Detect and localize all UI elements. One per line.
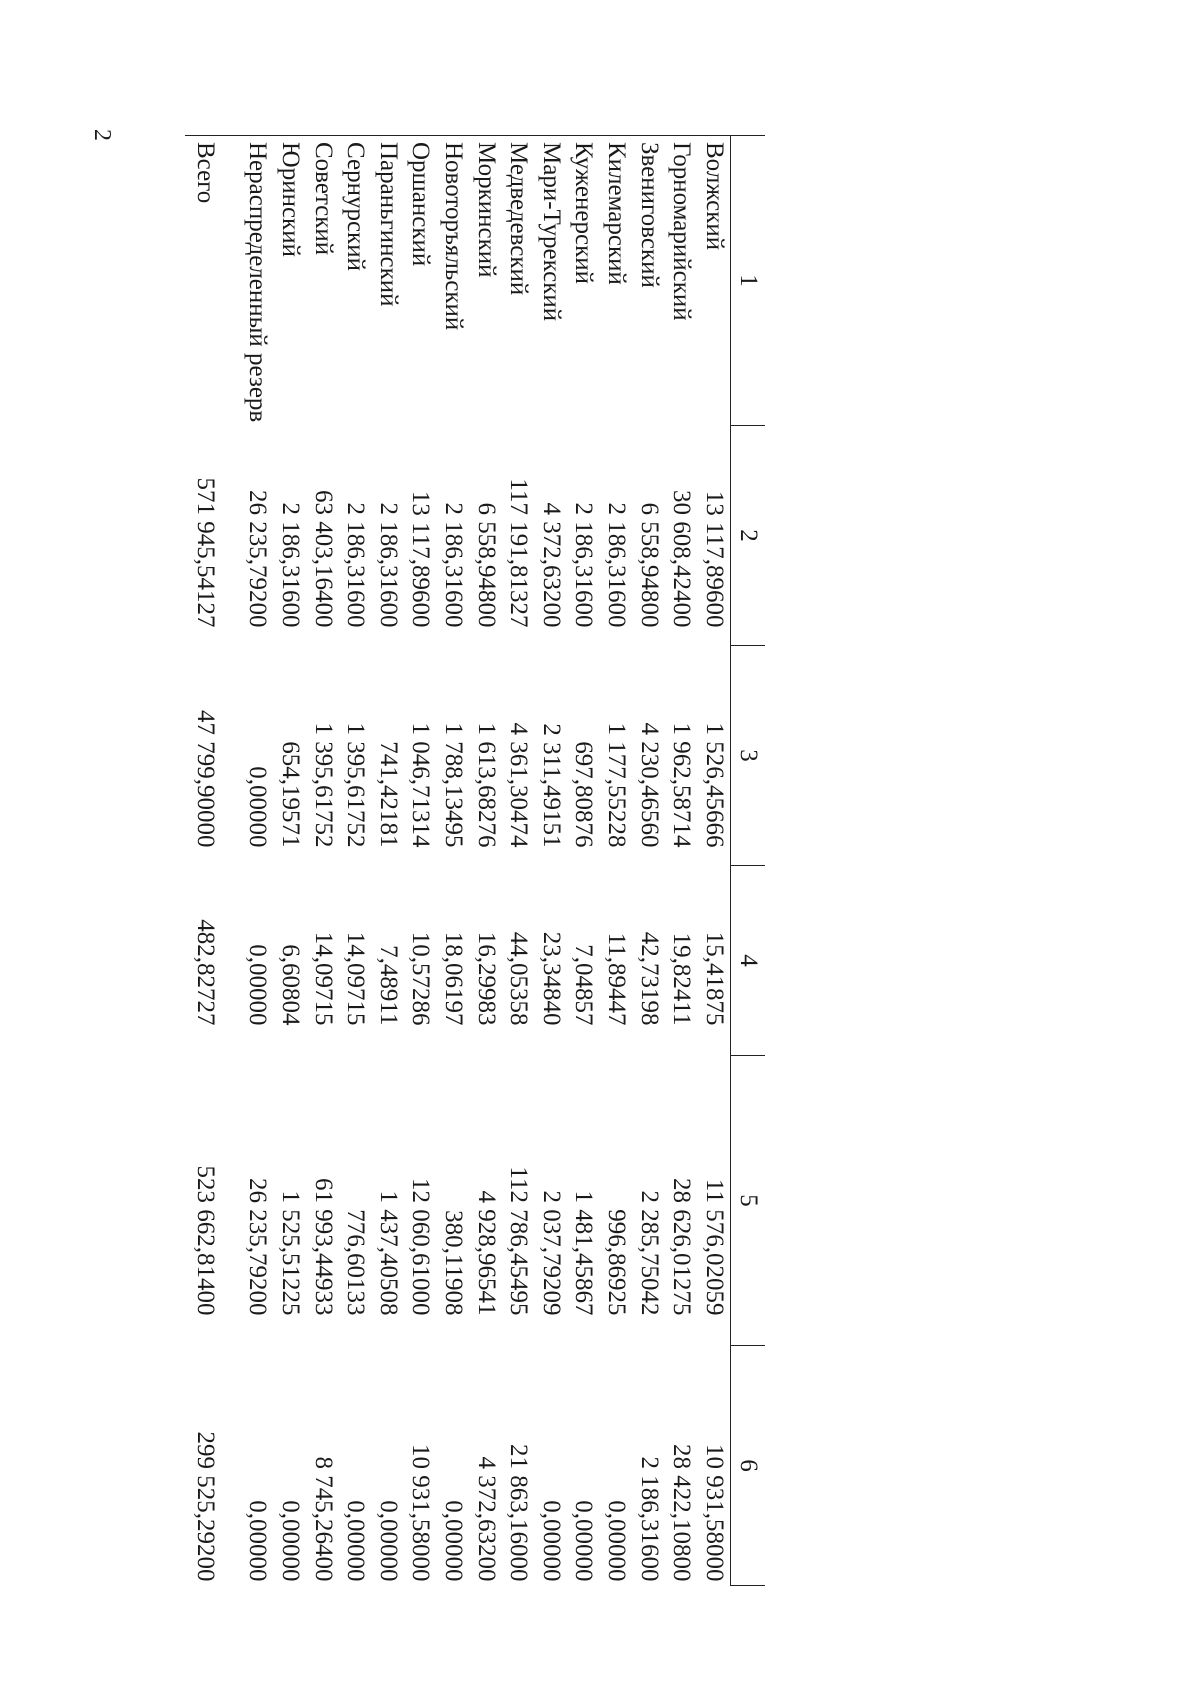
value-cell-col-5: 1 481,45867	[570, 1190, 598, 1316]
value-cell-col-3: 1 395,61752	[342, 722, 370, 848]
value-cell-col-5: 28 626,01275	[668, 1178, 696, 1316]
value-cell-col-3: 1 613,68276	[472, 722, 500, 848]
value-cell-col-6: 28 422,10800	[668, 1444, 696, 1582]
value-cell-col-6: 0,00000	[570, 1500, 598, 1582]
value-cell-col-3: 47 799,90000	[192, 710, 220, 848]
table-row	[241, 136, 274, 1586]
spacer-row	[225, 136, 241, 1586]
value-cell-col-2: 63 403,16400	[309, 490, 337, 628]
spacer-cell	[225, 426, 241, 646]
value-cell-col-5: 61 993,44933	[309, 1178, 337, 1316]
district-name-cell: Волжский	[697, 136, 730, 426]
value-cell-col-6: 21 863,16000	[505, 1444, 533, 1582]
table-row	[306, 136, 339, 1586]
value-cell-col-3: 4 230,46560	[635, 722, 663, 848]
value-cell-col-4: 16,29983	[472, 931, 500, 1026]
value-cell-col-4: 14,09715	[309, 931, 337, 1026]
value-cell-col-6: 8 745,26400	[309, 1456, 337, 1582]
value-cell-col-6: 2 186,31600	[635, 1456, 663, 1582]
district-name-cell: Советский	[306, 136, 339, 426]
table-total-row	[185, 136, 225, 1586]
value-cell-col-3: 1 788,13495	[439, 722, 467, 848]
value-cell-col-6: 0,00000	[537, 1500, 565, 1582]
value-cell-col-5: 1 437,40508	[374, 1190, 402, 1316]
value-cell-col-5: 776,60133	[342, 1209, 370, 1316]
value-cell-col-2: 13 117,89600	[700, 490, 728, 628]
district-name-cell: Юринский	[274, 136, 307, 426]
value-cell-col-4: 44,05358	[505, 931, 533, 1026]
value-cell-col-3: 1 046,71314	[407, 722, 435, 848]
table-header-row	[731, 136, 766, 1586]
value-cell-col-4: 7,48911	[374, 945, 402, 1026]
value-cell-col-3: 4 361,30474	[505, 722, 533, 848]
table-wrap	[135, 135, 765, 1585]
value-cell-col-6: 0,00000	[602, 1500, 630, 1582]
column-header-2: 2	[731, 426, 766, 646]
column-header-5: 5	[731, 1056, 766, 1346]
value-cell-col-3: 741,42181	[374, 741, 402, 848]
value-cell-col-5: 523 662,81400	[192, 1165, 220, 1316]
spacer-cell	[225, 866, 241, 1056]
value-cell-col-4: 23,34840	[537, 931, 565, 1026]
value-cell-col-4: 14,09715	[342, 931, 370, 1026]
table-row	[339, 136, 372, 1586]
value-cell-col-5: 2 037,79209	[537, 1190, 565, 1316]
value-cell-col-4: 11,89447	[602, 932, 630, 1026]
data-table	[185, 135, 765, 1586]
column-header-6: 6	[731, 1346, 766, 1586]
value-cell-col-2: 2 186,31600	[602, 502, 630, 628]
table-body	[185, 136, 730, 1586]
value-cell-col-6: 10 931,58000	[700, 1444, 728, 1582]
value-cell-col-4: 42,73198	[635, 931, 663, 1026]
table-row	[697, 136, 730, 1586]
value-cell-col-6: 0,00000	[374, 1500, 402, 1582]
value-cell-col-3: 697,80876	[570, 741, 598, 848]
value-cell-col-3: 2 311,49151	[537, 723, 565, 848]
value-cell-col-3: 1 395,61752	[309, 722, 337, 848]
value-cell-col-4: 6,60804	[276, 944, 304, 1026]
district-name-cell: Мари-Турекский	[534, 136, 567, 426]
value-cell-col-2: 2 186,31600	[342, 502, 370, 628]
value-cell-col-2: 2 186,31600	[276, 502, 304, 628]
spacer-cell	[225, 136, 241, 426]
value-cell-col-2: 13 117,89600	[407, 490, 435, 628]
value-cell-col-4: 18,06197	[439, 931, 467, 1026]
spacer-cell	[225, 1346, 241, 1586]
value-cell-col-2: 117 191,81327	[505, 478, 533, 628]
value-cell-col-5: 112 786,45495	[505, 1166, 533, 1316]
value-cell-col-6: 10 931,58000	[407, 1444, 435, 1582]
value-cell-col-3: 1 526,45666	[700, 722, 728, 848]
value-cell-col-3: 654,19571	[276, 741, 304, 848]
value-cell-col-3: 0,00000	[244, 766, 272, 848]
district-name-cell: Куженерский	[567, 136, 600, 426]
table-row	[665, 136, 698, 1586]
column-header-1: 1	[731, 136, 766, 426]
value-cell-col-2: 2 186,31600	[439, 502, 467, 628]
district-name-cell: Килемарский	[600, 136, 633, 426]
district-name-cell: Звениговский	[632, 136, 665, 426]
value-cell-col-5: 11 576,02059	[700, 1178, 728, 1316]
spacer-cell	[225, 646, 241, 866]
value-cell-col-5: 26 235,79200	[244, 1178, 272, 1316]
value-cell-col-4: 7,04857	[570, 944, 598, 1026]
table-row	[632, 136, 665, 1586]
table-rotator	[135, 135, 765, 1585]
table-row	[567, 136, 600, 1586]
table-row	[404, 136, 437, 1586]
value-cell-col-5: 12 060,61000	[407, 1178, 435, 1316]
page-number: 2	[89, 129, 115, 141]
value-cell-col-2: 30 608,42400	[668, 490, 696, 628]
value-cell-col-4: 19,82411	[668, 932, 696, 1026]
value-cell-col-6: 299 525,29200	[192, 1431, 220, 1582]
table-row	[469, 136, 502, 1586]
table-row	[600, 136, 633, 1586]
value-cell-col-2: 26 235,79200	[244, 490, 272, 628]
district-name-cell: Сернурский	[339, 136, 372, 426]
value-cell-col-2: 571 945,54127	[192, 477, 220, 628]
table-row	[437, 136, 470, 1586]
value-cell-col-4: 10,57286	[407, 931, 435, 1026]
district-name-cell: Новоторъяльский	[437, 136, 470, 426]
district-name-cell: Нераспределенный резерв	[241, 136, 274, 426]
district-name-cell: Горномарийский	[665, 136, 698, 426]
value-cell-col-2: 2 186,31600	[374, 502, 402, 628]
table-row	[371, 136, 404, 1586]
value-cell-col-4: 15,41875	[700, 931, 728, 1026]
district-name-cell: Всего	[185, 136, 225, 426]
table-row	[502, 136, 535, 1586]
value-cell-col-5: 4 928,96541	[472, 1190, 500, 1316]
value-cell-col-5: 1 525,51225	[276, 1190, 304, 1316]
value-cell-col-5: 2 285,75042	[635, 1190, 663, 1316]
district-name-cell: Моркинский	[469, 136, 502, 426]
district-name-cell: Медведевский	[502, 136, 535, 426]
value-cell-col-6: 0,00000	[342, 1500, 370, 1582]
table-row	[274, 136, 307, 1586]
spacer-cell	[225, 1056, 241, 1346]
value-cell-col-3: 1 962,58714	[668, 722, 696, 848]
value-cell-col-6: 4 372,63200	[472, 1456, 500, 1582]
table-row	[534, 136, 567, 1586]
value-cell-col-6: 0,00000	[439, 1500, 467, 1582]
district-name-cell: Параньгинский	[371, 136, 404, 426]
value-cell-col-2: 6 558,94800	[635, 502, 663, 628]
value-cell-col-2: 2 186,31600	[570, 502, 598, 628]
value-cell-col-6: 0,00000	[276, 1500, 304, 1582]
column-header-3: 3	[731, 646, 766, 866]
value-cell-col-2: 6 558,94800	[472, 502, 500, 628]
value-cell-col-4: 482,82727	[192, 919, 220, 1026]
column-header-4: 4	[731, 866, 766, 1056]
value-cell-col-3: 1 177,55228	[602, 722, 630, 848]
value-cell-col-4: 0,00000	[244, 944, 272, 1026]
district-name-cell: Оршанский	[404, 136, 437, 426]
value-cell-col-2: 4 372,63200	[537, 502, 565, 628]
value-cell-col-5: 380,11908	[439, 1210, 467, 1316]
value-cell-col-6: 0,00000	[244, 1500, 272, 1582]
value-cell-col-5: 996,86925	[602, 1209, 630, 1316]
